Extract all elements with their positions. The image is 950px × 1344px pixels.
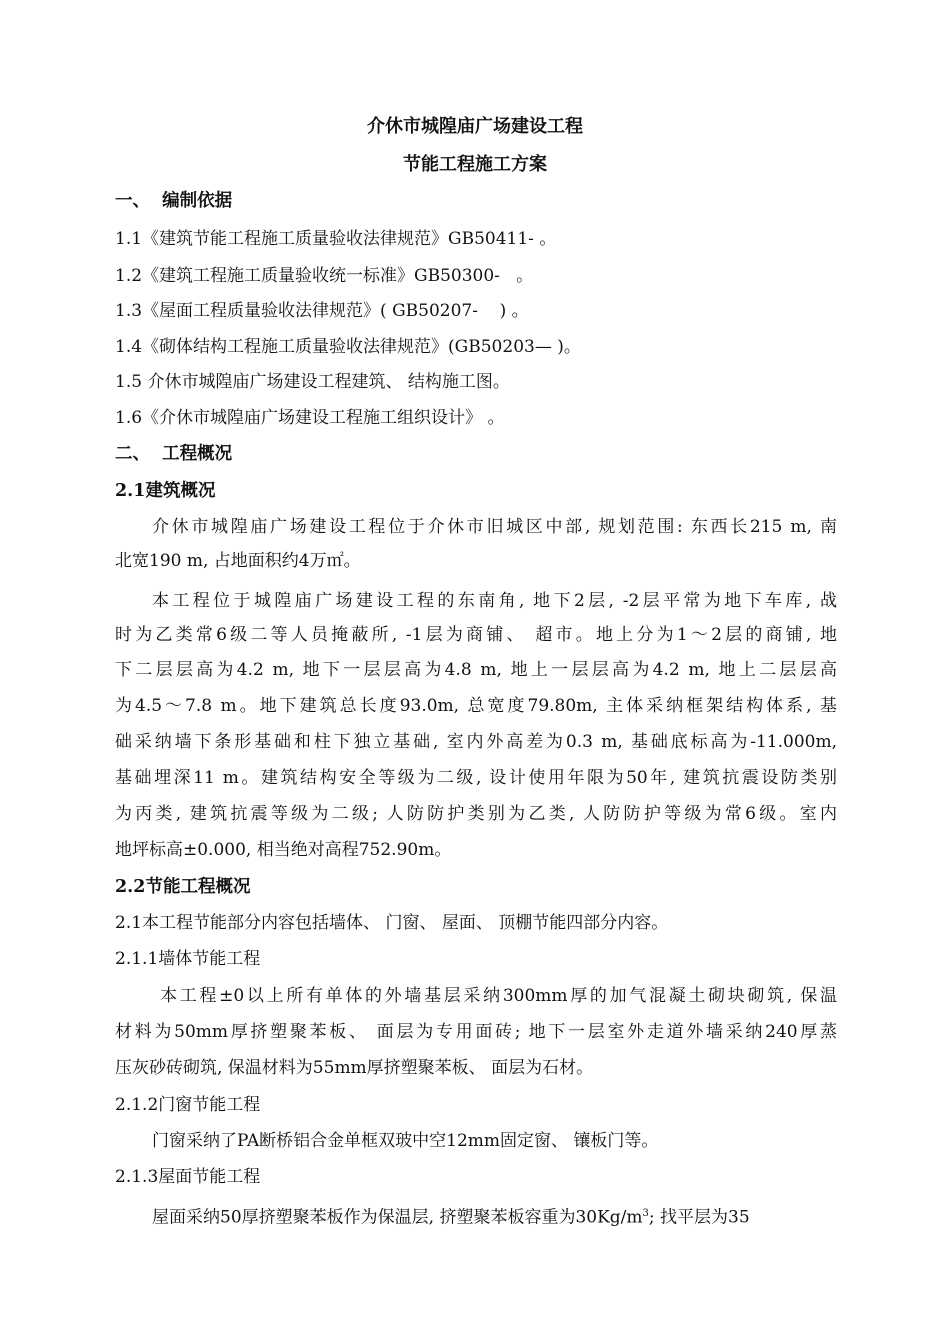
paragraph-line (152, 1203, 750, 1229)
paragraph-line: 地坪标高±0.000, 相当绝对高程752.90m。 (115, 840, 452, 860)
paragraph-line: 介休市城隍庙广场建设工程位于介休市旧城区中部, 规划范围: 东西长215 m, 南 (152, 517, 837, 537)
paragraph-line: 为4.5～7.8 m。地下建筑总长度93.0m, 总宽度79.80m, 主体采纳框架结构体系, 基 (115, 696, 837, 716)
roof-text-b: ; 找平层为35 (648, 1207, 750, 1228)
paragraph-line: 门窗采纳了PA断桥铝合金单框双玻中空12mm固定窗、 镶板门等。 (152, 1131, 659, 1151)
paragraph-line: 时为乙类常6级二等人员掩蔽所, -1层为商铺、 超市。地上分为1～2层的商铺, 地 (115, 625, 837, 645)
subsubsection-heading-door: 2.1.2门窗节能工程 (115, 1095, 261, 1115)
paragraph-line: 本工程±0以上所有单体的外墙基层采纳300mm厚的加气混凝土砌块砌筑, 保温 (152, 986, 837, 1006)
document-subtitle: 节能工程施工方案 (403, 154, 547, 175)
section-heading-basis: 一、 编制依据 (115, 191, 233, 211)
basis-item: 1.5 介休市城隍庙广场建设工程建筑、 结构施工图。 (115, 372, 510, 392)
paragraph-line: 2.1本工程节能部分内容包括墙体、 门窗、 屋面、 顶棚节能四部分内容。 (115, 913, 669, 933)
paragraph-line: 为丙类, 建筑抗震等级为二级; 人防防护类别为乙类, 人防防护等级为常6级。室内 (115, 804, 837, 824)
subsubsection-heading-wall: 2.1.1墙体节能工程 (115, 949, 261, 969)
subsection-heading-building: 2.1建筑概况 (115, 481, 216, 501)
paragraph-line: 础采纳墙下条形基础和柱下独立基础, 室内外高差为0.3 m, 基础底标高为-11.000m, (115, 732, 837, 752)
basis-item: 1.6《介休市城隍庙广场建设工程施工组织设计》 。 (115, 408, 505, 428)
subsection-heading-energy: 2.2节能工程概况 (115, 877, 251, 897)
paragraph-line: 压灰砂砖砌筑, 保温材料为55mm厚挤塑聚苯板、 面层为石材。 (115, 1058, 594, 1078)
subsubsection-heading-roof: 2.1.3屋面节能工程 (115, 1167, 261, 1187)
basis-item: 1.4《砌体结构工程施工质量验收法律规范》(GB50203— )。 (115, 337, 581, 357)
basis-item: 1.2《建筑工程施工质量验收统一标准》GB50300- 。 (115, 266, 534, 286)
roof-text-a: 屋面采纳50厚挤塑聚苯板作为保温层, 挤塑聚苯板容重为30Kg/m (152, 1207, 643, 1228)
paragraph-line: 下二层层高为4.2 m, 地下一层层高为4.8 m, 地上一层层高为4.2 m, 地上二层层高 (115, 660, 837, 680)
superscript-3: 3 (642, 1208, 649, 1219)
section-heading-overview: 二、 工程概况 (115, 444, 233, 464)
basis-item: 1.3《屋面工程质量验收法律规范》( GB50207- ) 。 (115, 301, 529, 321)
paragraph-line: 本工程位于城隍庙广场建设工程的东南角, 地下2层, -2层平常为地下车库, 战 (152, 591, 837, 611)
paragraph-line: 基础埋深11 m。建筑结构安全等级为二级, 设计使用年限为50年, 建筑抗震设防类别 (115, 768, 837, 788)
paragraph-line: 材料为50mm厚挤塑聚苯板、 面层为专用面砖; 地下一层室外走道外墙采纳240厚蒸 (115, 1022, 837, 1042)
paragraph-line: 北宽190 m, 占地面积约4万㎡。 (115, 551, 361, 571)
document-title: 介休市城隍庙广场建设工程 (367, 116, 583, 137)
basis-item: 1.1《建筑节能工程施工质量验收法律规范》GB50411- 。 (115, 229, 557, 249)
